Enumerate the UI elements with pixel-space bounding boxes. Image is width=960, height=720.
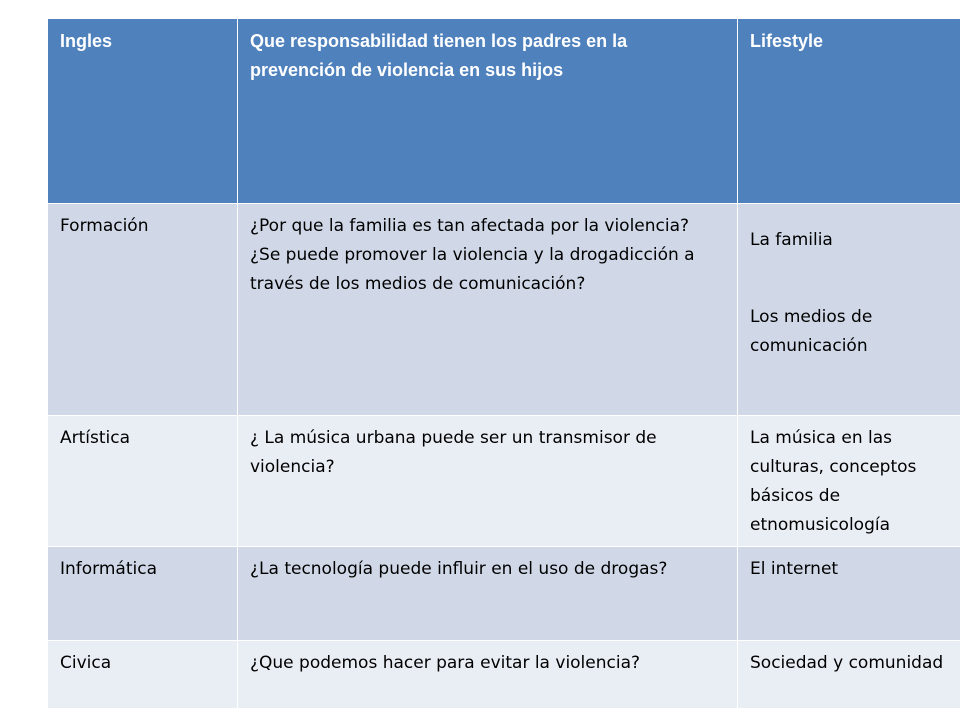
table-header-row (48, 19, 960, 204)
topic-text: Los medios de comunicación (750, 307, 873, 356)
subject-cell: Civica (48, 641, 238, 709)
topic-cell (738, 641, 960, 709)
topic-text: Sociedad y comunidad (750, 653, 944, 673)
table-row (48, 204, 960, 416)
question-text: ¿La tecnología puede influir en el uso de drogas? (250, 559, 668, 579)
topic-text: El internet (750, 559, 839, 579)
header-responsabilidad: Que responsabilidad tienen los padres en la prevención de violencia en sus hijos (238, 19, 738, 204)
question-text: ¿Que podemos hacer para evitar la violencia? (250, 653, 641, 673)
topics-table (47, 18, 960, 709)
question-cell (238, 204, 738, 416)
header-lifestyle: Lifestyle (738, 19, 960, 204)
question-text: ¿Se puede promover la violencia y la drogadicción a través de los medios de comunicación? (250, 245, 695, 294)
topic-text: La familia (750, 230, 833, 250)
topic-cell (738, 204, 960, 416)
question-text: ¿Por que la familia es tan afectada por la violencia? (250, 216, 690, 236)
topic-cell (738, 547, 960, 641)
table-row (48, 641, 960, 709)
subject-cell: Formación (48, 204, 238, 416)
question-cell (238, 416, 738, 547)
topic-cell (738, 416, 960, 547)
header-ingles: Ingles (48, 19, 238, 204)
question-cell (238, 641, 738, 709)
subject-cell: Informática (48, 547, 238, 641)
question-text: ¿ La música urbana puede ser un transmisor de violencia? (250, 428, 657, 477)
question-cell (238, 547, 738, 641)
topic-text: La música en las culturas, conceptos básicos de etnomusicología (750, 428, 917, 535)
subject-cell: Artística (48, 416, 238, 547)
table-row (48, 547, 960, 641)
table-row (48, 416, 960, 547)
